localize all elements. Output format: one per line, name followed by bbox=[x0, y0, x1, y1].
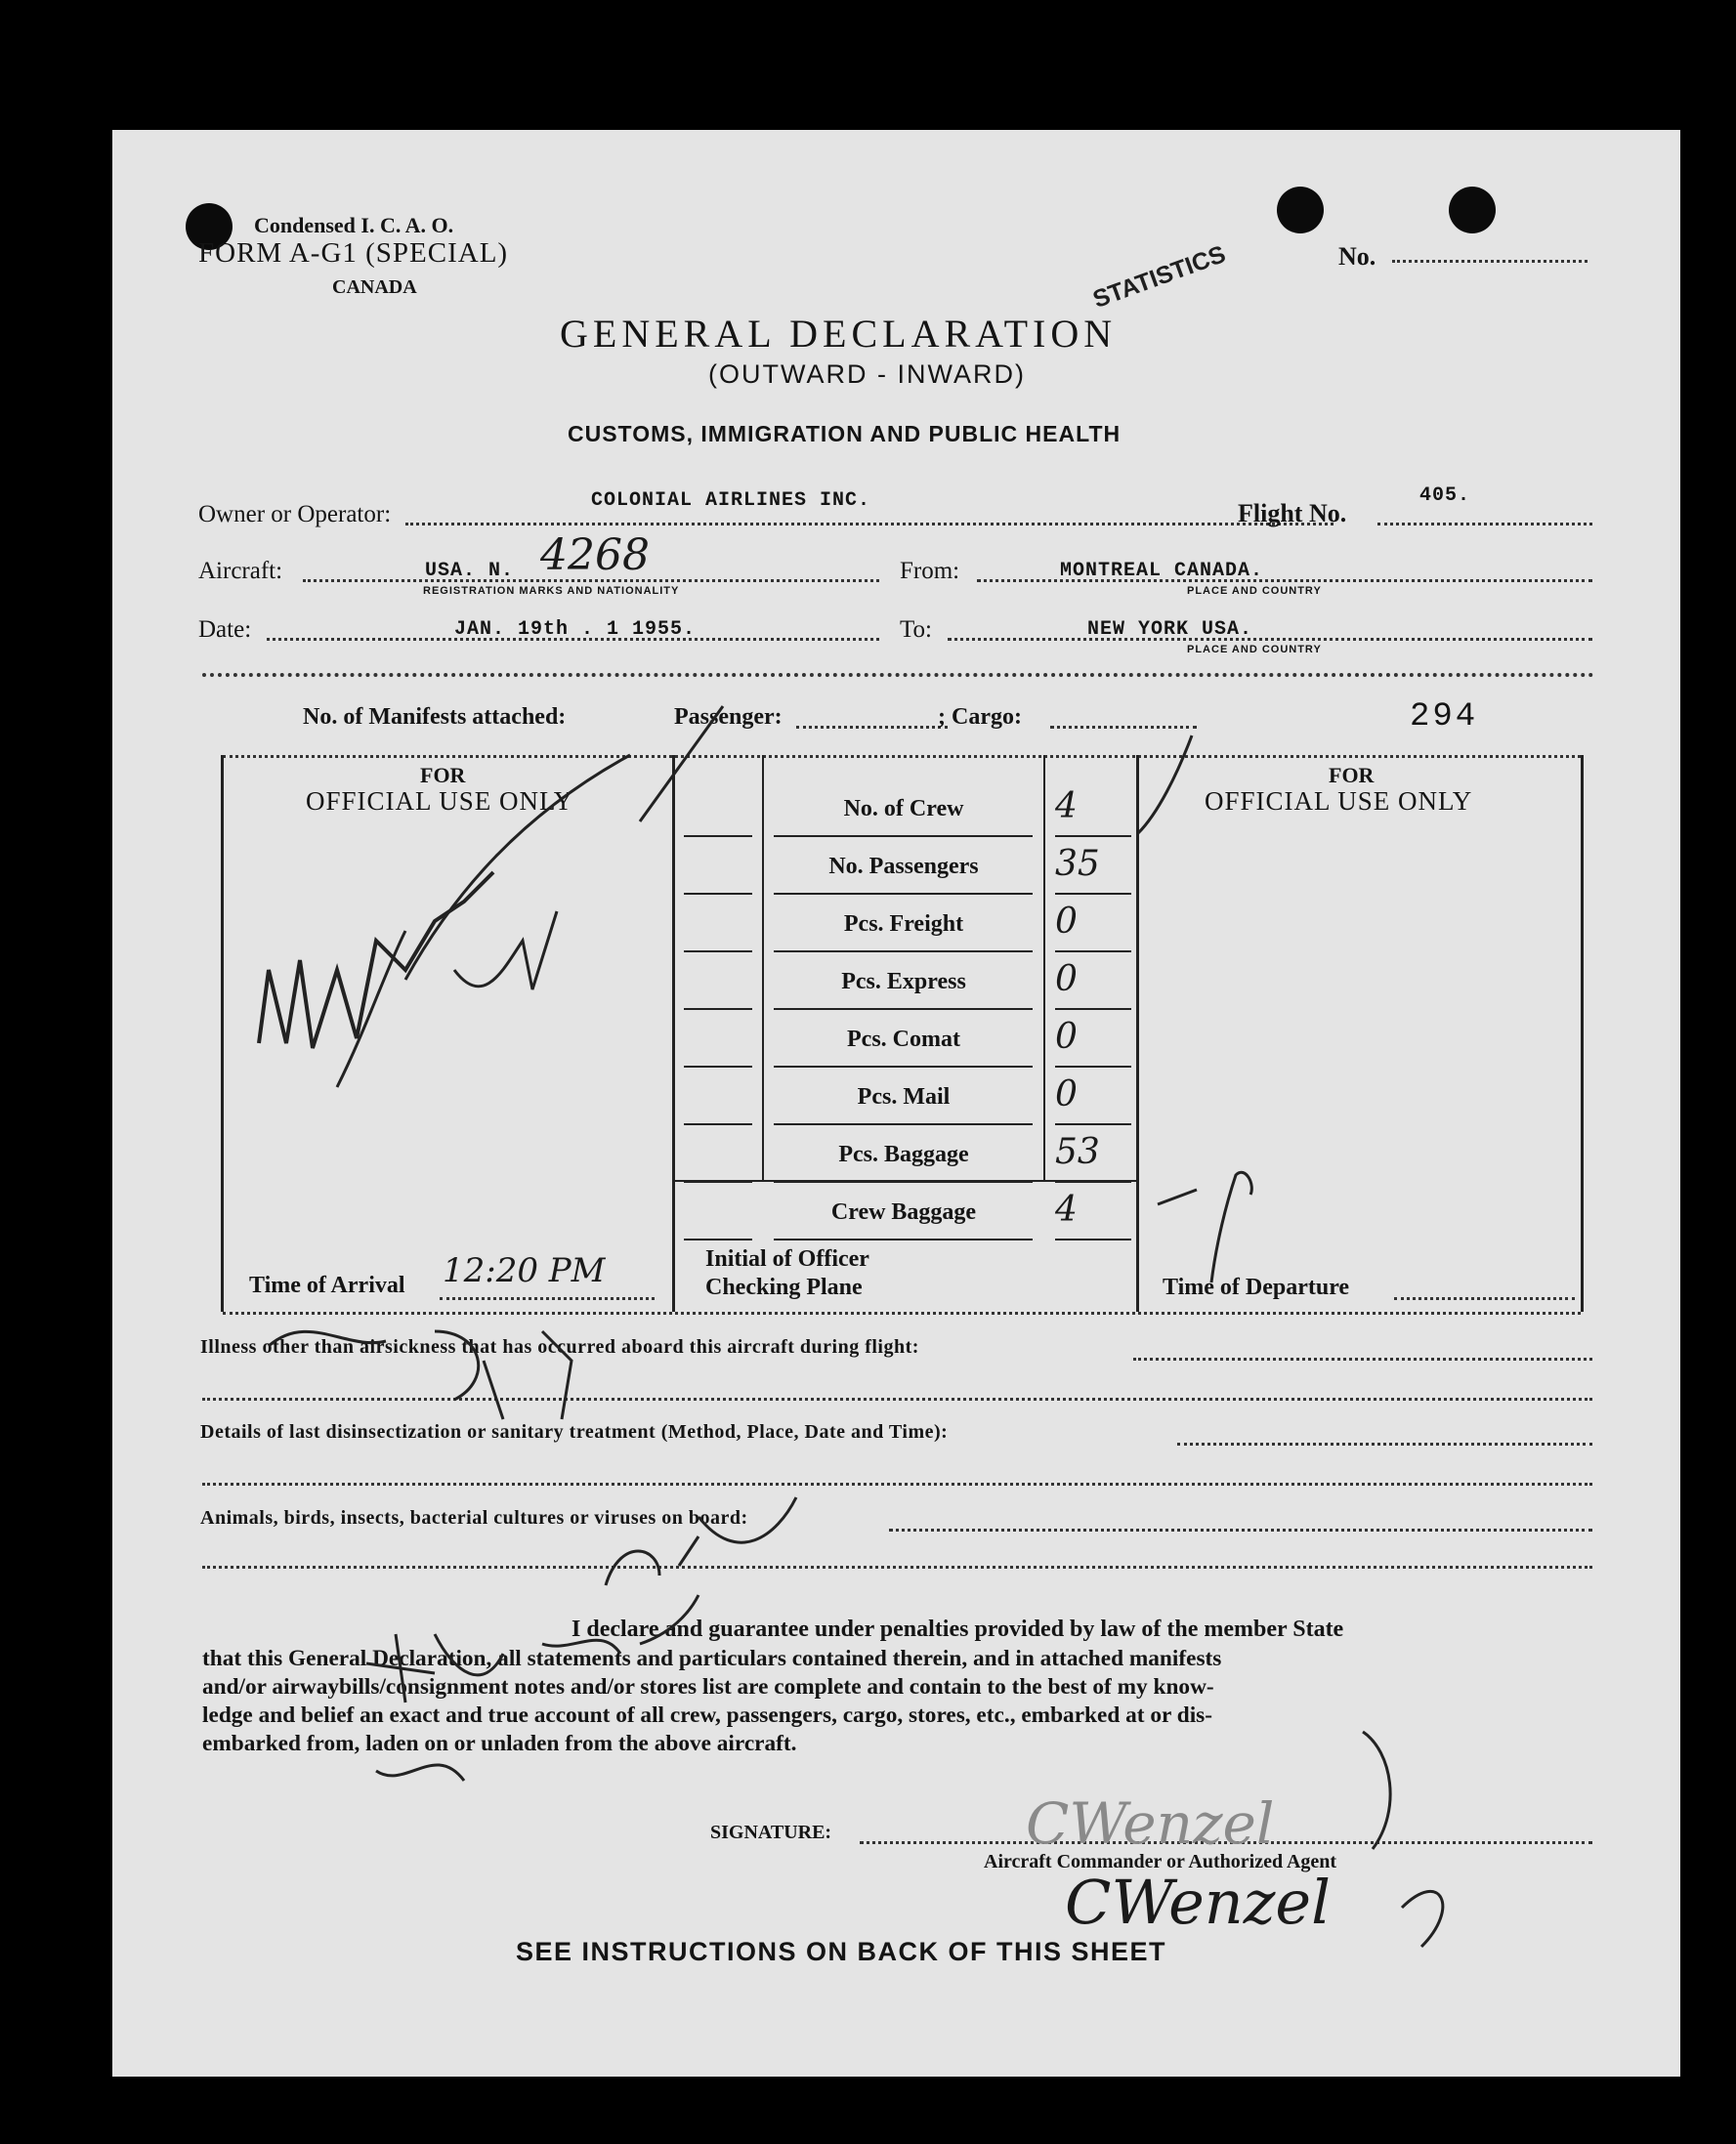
row-label: Pcs. Comat bbox=[847, 1027, 960, 1052]
form-subtitle: (OUTWARD - INWARD) bbox=[708, 359, 1026, 389]
condensed-icao: Condensed I. C. A. O. bbox=[254, 213, 454, 237]
initial-officer-label: Initial of Officer bbox=[705, 1246, 869, 1272]
left-official-use: OFFICIAL USE ONLY bbox=[306, 786, 574, 816]
declaration-line: ledge and belief an exact and true account of all crew, passengers, cargo, stores, etc., embarked at or dis- bbox=[202, 1703, 1212, 1728]
row-label: Pcs. Mail bbox=[857, 1084, 951, 1110]
place-caption: PLACE AND COUNTRY bbox=[1187, 644, 1322, 655]
flight-label: Flight No. bbox=[1238, 499, 1347, 527]
checking-plane-label: Checking Plane bbox=[705, 1275, 863, 1300]
stamp-number: 294 bbox=[1410, 698, 1479, 736]
statistics-stamp: STATISTICS bbox=[1089, 240, 1230, 315]
registration-caption: REGISTRATION MARKS AND NATIONALITY bbox=[423, 585, 680, 597]
declaration-line: and/or airwaybills/consignment notes and/or stores list are complete and contain to the best of my know- bbox=[202, 1674, 1214, 1700]
row-value: 4 bbox=[1055, 1190, 1078, 1230]
department-line: CUSTOMS, IMMIGRATION AND PUBLIC HEALTH bbox=[568, 421, 1122, 446]
time-arrival-label: Time of Arrival bbox=[249, 1273, 405, 1298]
row-value: 0 bbox=[1055, 1074, 1078, 1114]
row-label: No. of Crew bbox=[843, 796, 964, 821]
flight-value: 405. bbox=[1419, 484, 1471, 507]
footer-instructions: SEE INSTRUCTIONS ON BACK OF THIS SHEET bbox=[516, 1937, 1167, 1966]
right-for: FOR bbox=[1329, 763, 1375, 787]
to-value: NEW YORK USA. bbox=[1087, 618, 1253, 641]
passenger-label: Passenger: bbox=[674, 704, 783, 730]
form-title: GENERAL DECLARATION bbox=[560, 312, 1118, 356]
signature-stamp: CWenzel bbox=[1026, 1790, 1275, 1857]
time-departure-label: Time of Departure bbox=[1163, 1275, 1350, 1300]
signature-handwritten: CWenzel bbox=[1065, 1867, 1331, 1938]
row-label: Pcs. Freight bbox=[843, 911, 964, 937]
from-label: From: bbox=[900, 558, 960, 584]
handwriting-marks bbox=[112, 130, 1680, 2077]
disinsect-label: Details of last disinsectization or sanitary treatment (Method, Place, Date and Time): bbox=[200, 1421, 949, 1443]
aircraft-value: USA. N. bbox=[425, 560, 515, 582]
to-label: To: bbox=[900, 616, 932, 643]
no-label: No. bbox=[1338, 242, 1376, 271]
date-value: JAN. 19th . 1 1955. bbox=[454, 618, 697, 641]
owner-value: COLONIAL AIRLINES INC. bbox=[591, 489, 871, 512]
declaration-line: that this General Declaration, all statements and particulars contained therein, and in attached manifests bbox=[202, 1646, 1222, 1671]
row-value: 53 bbox=[1055, 1132, 1100, 1172]
right-official-use: OFFICIAL USE ONLY bbox=[1205, 786, 1473, 816]
date-label: Date: bbox=[198, 616, 252, 643]
declaration-line: I declare and guarantee under penalties provided by law of the member State bbox=[572, 1617, 1344, 1642]
row-value: 0 bbox=[1055, 1017, 1078, 1057]
aircraft-label: Aircraft: bbox=[198, 558, 283, 584]
form-number: FORM A-G1 (SPECIAL) bbox=[198, 237, 509, 269]
from-value: MONTREAL CANADA. bbox=[1060, 560, 1264, 582]
aircraft-handwritten: 4268 bbox=[540, 530, 650, 580]
form-sheet bbox=[112, 130, 1680, 2077]
animals-label: Animals, birds, insects, bacterial cultures or viruses on board: bbox=[200, 1507, 748, 1529]
declaration-line: embarked from, laden on or unladen from the above aircraft. bbox=[202, 1731, 797, 1756]
left-for: FOR bbox=[420, 763, 466, 787]
signature-label: SIGNATURE: bbox=[710, 1822, 832, 1843]
row-label: Pcs. Express bbox=[841, 969, 966, 994]
row-value: 0 bbox=[1055, 902, 1078, 942]
place-caption: PLACE AND COUNTRY bbox=[1187, 585, 1322, 597]
row-value: 0 bbox=[1055, 959, 1078, 999]
signature-caption: Aircraft Commander or Authorized Agent bbox=[984, 1851, 1337, 1872]
time-arrival-value: 12:20 PM bbox=[443, 1251, 606, 1290]
form-country: CANADA bbox=[332, 276, 417, 298]
owner-label: Owner or Operator: bbox=[198, 501, 392, 527]
row-label: Pcs. Baggage bbox=[838, 1142, 969, 1167]
row-label: Crew Baggage bbox=[830, 1199, 977, 1225]
row-value: 35 bbox=[1055, 844, 1100, 884]
cargo-label: ; Cargo: bbox=[938, 704, 1022, 730]
illness-label: Illness other than airsickness that has occurred aboard this aircraft during flight: bbox=[200, 1336, 919, 1358]
row-value: 4 bbox=[1055, 786, 1078, 826]
row-label: No. Passengers bbox=[828, 854, 979, 879]
manifests-label: No. of Manifests attached: bbox=[303, 704, 567, 730]
